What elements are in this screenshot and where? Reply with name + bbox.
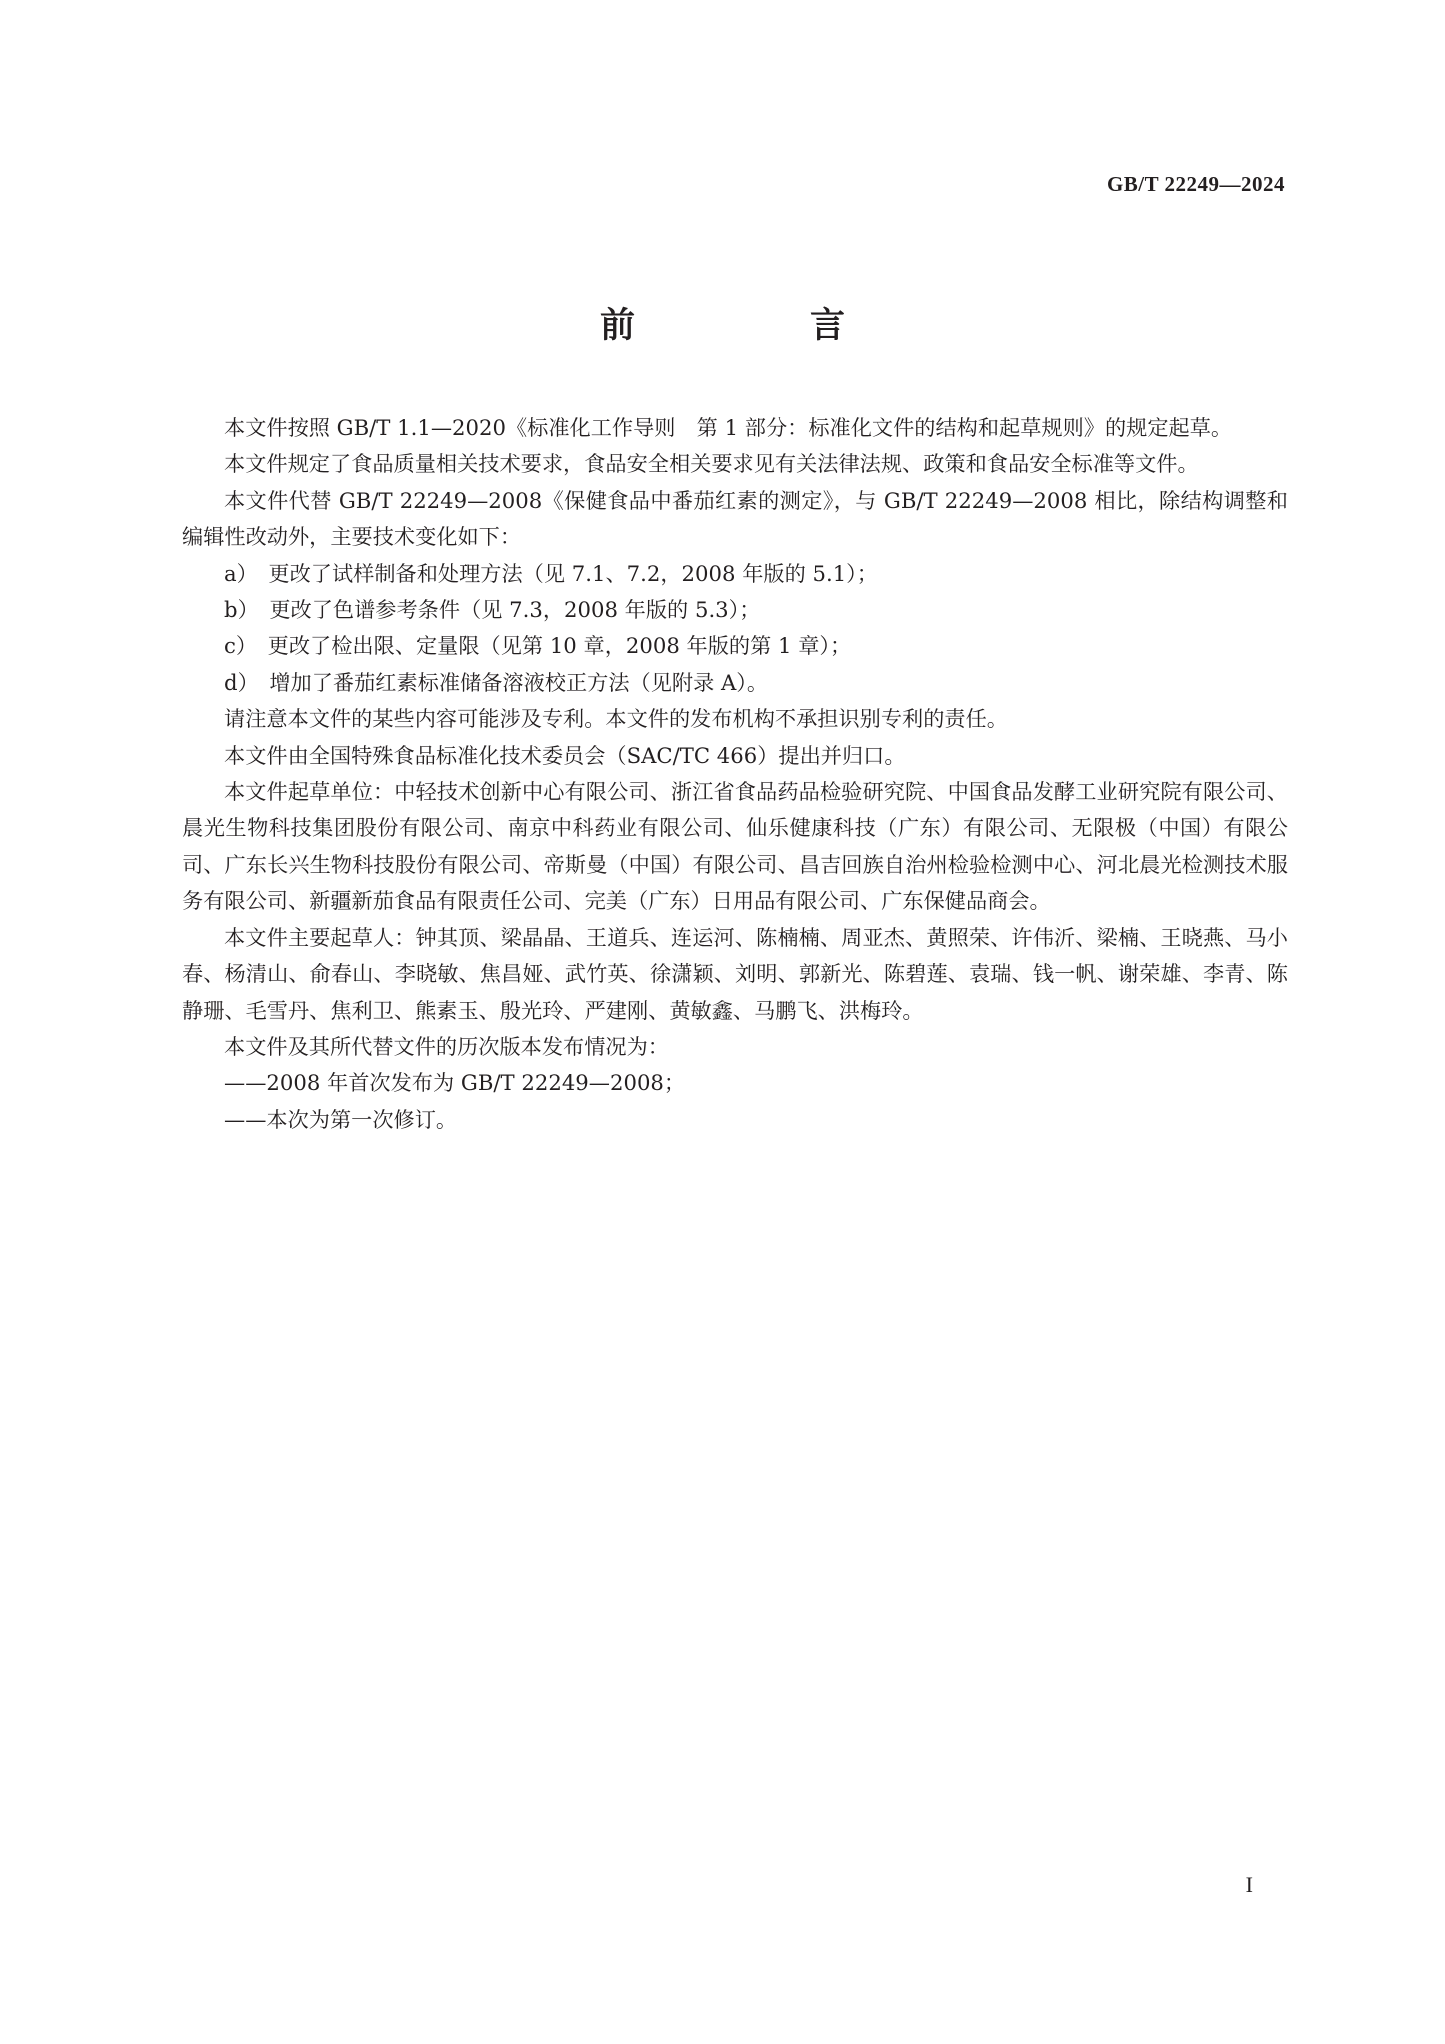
paragraph-drafters: 本文件主要起草人：钟其顶、梁晶晶、王道兵、连运河、陈楠楠、周亚杰、黄照荣、许伟沂、梁楠、王晓燕、马小春、杨清山、俞春山、李晓敏、焦昌娅、武竹英、徐潇颖、刘明、郭新光、陈碧莲、袁瑞、钱一帆、谢荣雄、李青、陈静珊、毛雪丹、焦利卫、熊素玉、殷光玲、严建刚、黄敏鑫、马鹏飞、洪梅玲。 xyxy=(182,924,1288,1023)
paragraph-replacement: 本文件代替 GB/T 22249—2008《保健食品中番茄红素的测定》，与 GB/T 22249—2008 相比，除结构调整和编辑性改动外，主要技术变化如下： xyxy=(182,487,1288,550)
history-item-revision: ——本次为第一次修订。 xyxy=(224,1106,458,1132)
paragraph-patent-notice: 请注意本文件的某些内容可能涉及专利。本文件的发布机构不承担识别专利的责任。 xyxy=(224,706,1008,732)
paragraph-scope: 本文件规定了食品质量相关技术要求，食品安全相关要求见有关法律法规、政策和食品安全标准等文件。 xyxy=(224,451,1199,477)
paragraph-history-intro: 本文件及其所代替文件的历次版本发布情况为： xyxy=(224,1033,669,1059)
paragraph-committee: 本文件由全国特殊食品标准化技术委员会（SAC/TC 466）提出并归口。 xyxy=(224,742,906,768)
history-item-first: ——2008 年首次发布为 GB/T 22249—2008； xyxy=(224,1070,686,1096)
page-number: I xyxy=(1245,1872,1253,1897)
paragraph-drafting-rules: 本文件按照 GB/T 1.1—2020《标准化工作导则 第 1 部分：标准化文件的结构和起草规则》的规定起草。 xyxy=(224,415,1233,440)
change-item-c: c） 更改了检出限、定量限（见第 10 章，2008 年版的第 1 章）； xyxy=(224,633,852,659)
change-item-a: a） 更改了试样制备和处理方法（见 7.1、7.2，2008 年版的 5.1）； xyxy=(224,560,878,586)
paragraph-drafting-units: 本文件起草单位：中轻技术创新中心有限公司、浙江省食品药品检验研究院、中国食品发酵工业研究院有限公司、晨光生物科技集团股份有限公司、南京中科药业有限公司、仙乐健康科技（广东）有限公司、无限极（中国）有限公司、广东长兴生物科技股份有限公司、帝斯曼（中国）有限公司、昌吉回族自治州检验检测中心、河北晨光检测技术服务有限公司、新疆新茄食品有限责任公司、完美（广东）日用品有限公司、广东保健品商会。 xyxy=(182,779,1288,914)
change-item-b: b） 更改了色谱参考条件（见 7.3，2008 年版的 5.3）； xyxy=(224,597,761,623)
foreword-body xyxy=(182,410,1288,1138)
change-item-d: d） 增加了番茄红素标准储备溶液校正方法（见附录 A）。 xyxy=(224,669,769,695)
standard-code: GB/T 22249—2024 xyxy=(1106,172,1285,196)
page-title: 前 言 xyxy=(599,305,915,346)
